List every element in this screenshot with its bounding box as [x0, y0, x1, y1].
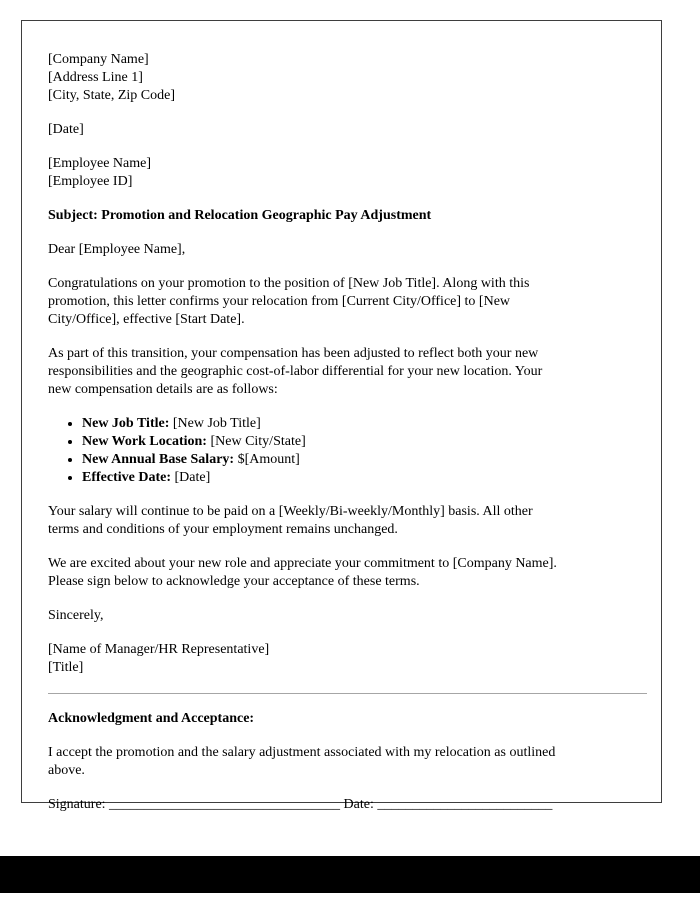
text-line: City/Office], effective [Start Date]. — [48, 312, 245, 327]
sender-address-block — [48, 51, 647, 105]
date-blank: _________________________ — [377, 797, 553, 812]
bullet-label: New Job Title: — [82, 416, 170, 431]
bullet-value: [New City/State] — [210, 434, 306, 449]
section-divider — [48, 693, 647, 694]
text-line: terms and conditions of your employment remains unchanged. — [48, 522, 398, 537]
company-name: [Company Name] — [48, 52, 149, 67]
text-line: Please sign below to acknowledge your acceptance of these terms. — [48, 574, 420, 589]
text-line: above. — [48, 763, 85, 778]
letter-page — [21, 20, 662, 812]
text-line: promotion, this letter confirms your relocation from [Current City/Office] to [New — [48, 294, 511, 309]
subject-line: Subject: Promotion and Relocation Geographic Pay Adjustment — [48, 208, 432, 223]
signature-block — [48, 641, 647, 677]
signature-date-line — [48, 796, 647, 814]
bullet-label: Effective Date: — [82, 470, 172, 485]
bullet-label: New Work Location: — [82, 434, 207, 449]
manager-name: [Name of Manager/HR Representative] — [48, 642, 270, 657]
text-line: As part of this transition, your compensation has been adjusted to reflect both your new — [48, 346, 539, 361]
signature-label: Signature: — [48, 797, 106, 812]
manager-title: [Title] — [48, 660, 84, 675]
employee-name: [Employee Name] — [48, 156, 152, 171]
paragraph-compensation — [48, 345, 647, 399]
bullet-item — [82, 451, 647, 469]
bullet-value: [New Job Title] — [172, 416, 261, 431]
text-line: We are excited about your new role and appreciate your commitment to [Company Name]. — [48, 556, 557, 571]
address-line: [Address Line 1] — [48, 70, 143, 85]
text-line: Your salary will continue to be paid on a [Weekly/Bi-weekly/Monthly] basis. All other — [48, 504, 533, 519]
compensation-list — [48, 415, 647, 487]
recipient-block — [48, 155, 647, 191]
date-label: Date: — [343, 797, 374, 812]
bullet-value: [Date] — [174, 470, 211, 485]
bottom-bar — [0, 856, 700, 893]
paragraph-promotion — [48, 275, 647, 329]
bullet-value: $[Amount] — [237, 452, 300, 467]
bullet-item — [82, 415, 647, 433]
acknowledgment-paragraph — [48, 744, 647, 780]
signature-blank: _________________________________ — [109, 797, 341, 812]
date-line: [Date] — [48, 122, 84, 137]
text-line: Congratulations on your promotion to the position of [New Job Title]. Along with this — [48, 276, 530, 291]
paragraph-commitment — [48, 555, 647, 591]
paragraph-salary — [48, 503, 647, 539]
salutation: Dear [Employee Name], — [48, 242, 186, 257]
closing: Sincerely, — [48, 608, 104, 623]
city-state-zip: [City, State, Zip Code] — [48, 88, 176, 103]
bullet-label: New Annual Base Salary: — [82, 452, 235, 467]
text-line: I accept the promotion and the salary adjustment associated with my relocation as outlined — [48, 745, 556, 760]
acknowledgment-heading: Acknowledgment and Acceptance: — [48, 711, 255, 726]
bullet-item — [82, 469, 647, 487]
text-line: new compensation details are as follows: — [48, 382, 278, 397]
employee-id: [Employee ID] — [48, 174, 133, 189]
bullet-item — [82, 433, 647, 451]
text-line: responsibilities and the geographic cost-of-labor differential for your new location. Your — [48, 364, 543, 379]
